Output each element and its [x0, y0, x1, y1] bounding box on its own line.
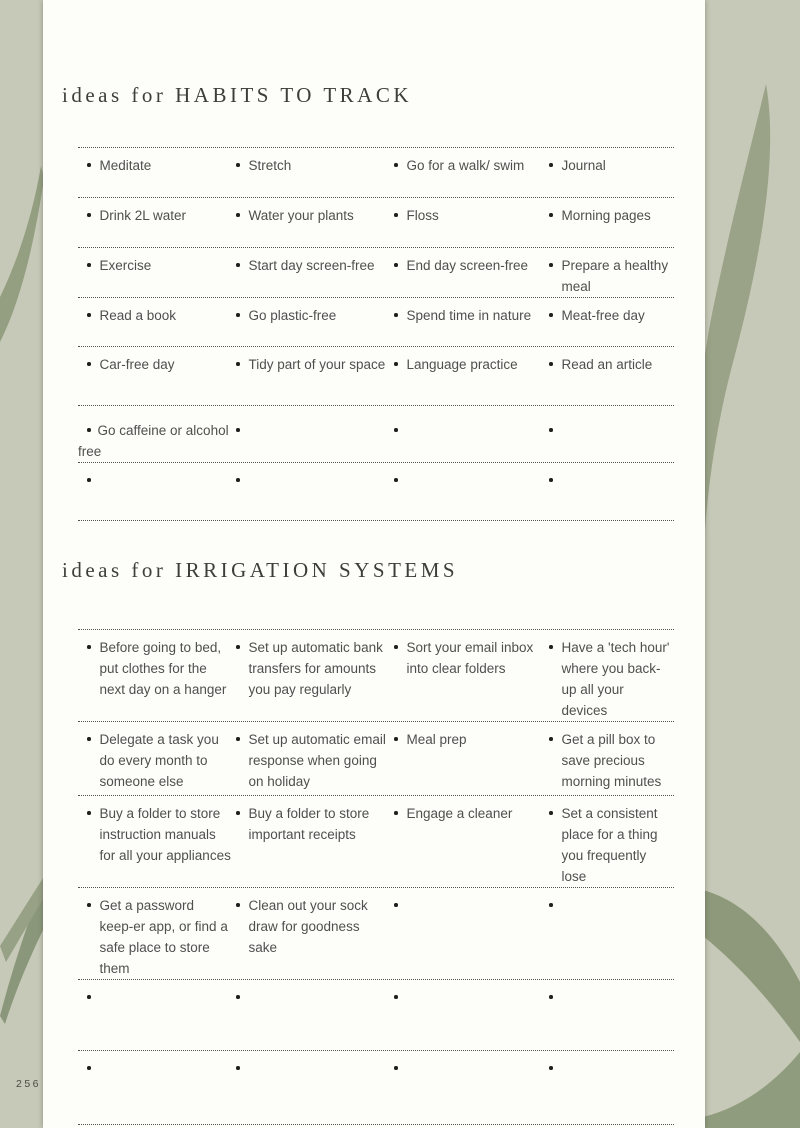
bullet-icon	[394, 1066, 398, 1070]
bullet-icon	[394, 362, 398, 366]
table-row	[78, 629, 674, 721]
list-cell	[78, 413, 235, 462]
list-cell	[235, 148, 393, 197]
bullet-icon	[394, 645, 398, 649]
list-cell	[235, 796, 393, 887]
bullet-icon	[394, 995, 398, 999]
habit-item: Prepare a healthy meal	[561, 258, 669, 294]
bullet-icon	[87, 213, 91, 217]
table-row	[78, 721, 674, 795]
list-cell	[78, 1051, 235, 1124]
section-title-irrigation: ideas for IRRIGATION SYSTEMS	[62, 558, 459, 582]
habit-item: Spend time in nature	[406, 308, 532, 323]
bullet-icon	[549, 903, 553, 907]
irrigation-item: Buy a folder to store important receipts	[248, 806, 370, 842]
bullet-icon	[549, 428, 553, 432]
section-title-habits: ideas for HABITS TO TRACK	[62, 83, 412, 107]
bullet-icon	[394, 737, 398, 741]
habit-item: Language practice	[406, 357, 518, 372]
irrigation-item: Meal prep	[406, 732, 467, 747]
bullet-icon	[87, 163, 91, 167]
habit-item: Start day screen-free	[248, 258, 375, 273]
bullet-icon	[87, 995, 91, 999]
bullet-icon	[236, 478, 240, 482]
bullet-icon	[87, 313, 91, 317]
bullet-icon	[236, 811, 240, 815]
list-cell	[548, 888, 674, 979]
list-cell	[78, 630, 235, 721]
bullet-icon	[236, 263, 240, 267]
irrigation-table	[78, 629, 674, 1125]
bullet-icon	[394, 313, 398, 317]
list-cell	[235, 463, 393, 520]
irrigation-item: Engage a cleaner	[406, 806, 513, 821]
list-cell	[78, 463, 235, 520]
list-cell	[548, 722, 674, 795]
bullet-icon	[549, 478, 553, 482]
bullet-icon	[394, 478, 398, 482]
planner-page	[43, 0, 705, 1128]
bullet-icon	[549, 645, 553, 649]
bullet-icon	[236, 313, 240, 317]
irrigation-item: Set up automatic bank transfers for amounts you pay regularly	[248, 640, 383, 697]
bullet-icon	[236, 995, 240, 999]
list-cell	[548, 796, 674, 887]
table-row	[78, 979, 674, 1050]
list-cell	[548, 980, 674, 1050]
list-cell	[235, 980, 393, 1050]
list-cell	[78, 148, 235, 197]
irrigation-item: Delegate a task you do every month to someone else	[99, 732, 219, 789]
bullet-icon	[549, 163, 553, 167]
list-cell	[393, 796, 548, 887]
table-row	[78, 197, 674, 247]
bullet-icon	[394, 163, 398, 167]
list-cell	[78, 198, 235, 247]
list-cell	[548, 248, 674, 297]
irrigation-item: Before going to bed, put clothes for the next day on a hanger	[99, 640, 227, 697]
bullet-icon	[236, 213, 240, 217]
list-cell	[548, 148, 674, 197]
habit-item: Read a book	[99, 308, 177, 323]
list-cell	[548, 1051, 674, 1124]
bullet-icon	[394, 811, 398, 815]
habit-item: End day screen-free	[406, 258, 529, 273]
bullet-icon	[236, 903, 240, 907]
bullet-icon	[549, 995, 553, 999]
bullet-icon	[549, 811, 553, 815]
habit-item: Meditate	[99, 158, 152, 173]
habit-item: Exercise	[99, 258, 152, 273]
list-cell	[393, 630, 548, 721]
irrigation-item: Have a 'tech hour' where you back-up all your devices	[561, 640, 670, 718]
bullet-icon	[87, 428, 91, 432]
habit-item: Stretch	[248, 158, 292, 173]
habits-table	[78, 147, 674, 521]
bullet-icon	[236, 1066, 240, 1070]
habit-item: Tidy part of your space	[248, 357, 386, 372]
irrigation-item: Get a pill box to save precious morning minutes	[561, 732, 662, 789]
list-cell	[393, 298, 548, 346]
list-cell	[393, 1051, 548, 1124]
bullet-icon	[87, 478, 91, 482]
page-number: 256	[16, 1078, 42, 1090]
list-cell	[78, 347, 235, 405]
bullet-icon	[394, 213, 398, 217]
table-row	[78, 462, 674, 520]
list-cell	[235, 888, 393, 979]
bullet-icon	[394, 428, 398, 432]
list-cell	[393, 980, 548, 1050]
irrigation-item: Clean out your sock draw for goodness sake	[248, 898, 368, 955]
list-cell	[78, 248, 235, 297]
bullet-icon	[87, 903, 91, 907]
bullet-icon	[87, 811, 91, 815]
list-cell	[393, 463, 548, 520]
table-row	[78, 297, 674, 346]
bullet-icon	[394, 903, 398, 907]
habit-item: Read an article	[561, 357, 653, 372]
list-cell	[393, 888, 548, 979]
irrigation-item: Sort your email inbox into clear folders	[406, 640, 534, 676]
table-row	[78, 1050, 674, 1124]
bullet-icon	[549, 263, 553, 267]
bullet-icon	[236, 737, 240, 741]
bullet-icon	[394, 263, 398, 267]
habit-item: Go for a walk/ swim	[406, 158, 525, 173]
bullet-icon	[549, 313, 553, 317]
bullet-icon	[87, 263, 91, 267]
list-cell	[393, 198, 548, 247]
habit-item: Morning pages	[561, 208, 651, 223]
bullet-icon	[236, 645, 240, 649]
habit-item: Meat-free day	[561, 308, 645, 323]
habit-item: Car-free day	[99, 357, 175, 372]
list-cell	[78, 980, 235, 1050]
bullet-icon	[236, 362, 240, 366]
list-cell	[235, 722, 393, 795]
bullet-icon	[549, 737, 553, 741]
list-cell	[78, 722, 235, 795]
habit-item: Go caffeine or alcohol free	[78, 423, 229, 459]
list-cell	[235, 1051, 393, 1124]
list-cell	[393, 722, 548, 795]
table-row	[78, 405, 674, 462]
list-cell	[78, 298, 235, 346]
table-row	[78, 346, 674, 405]
list-cell	[548, 463, 674, 520]
list-cell	[548, 298, 674, 346]
table-row	[78, 247, 674, 297]
list-cell	[235, 413, 393, 462]
list-cell	[235, 198, 393, 247]
list-cell	[78, 796, 235, 887]
list-cell	[393, 413, 548, 462]
list-cell	[78, 888, 235, 979]
list-cell	[235, 347, 393, 405]
bullet-icon	[87, 362, 91, 366]
irrigation-item: Set a consistent place for a thing you frequently lose	[561, 806, 658, 884]
bullet-icon	[236, 163, 240, 167]
habit-item: Journal	[561, 158, 606, 173]
bullet-icon	[549, 1066, 553, 1070]
table-row	[78, 147, 674, 197]
bullet-icon	[549, 362, 553, 366]
habit-item: Go plastic-free	[248, 308, 337, 323]
bullet-icon	[87, 645, 91, 649]
table-row	[78, 795, 674, 887]
irrigation-item: Get a password keep-er app, or find a safe place to store them	[99, 898, 228, 976]
list-cell	[393, 347, 548, 405]
bullet-icon	[236, 428, 240, 432]
list-cell	[548, 630, 674, 721]
bullet-icon	[87, 1066, 91, 1070]
irrigation-item: Buy a folder to store instruction manuals for all your appliances	[99, 806, 231, 863]
bullet-icon	[87, 737, 91, 741]
habit-item: Water your plants	[248, 208, 354, 223]
list-cell	[548, 347, 674, 405]
list-cell	[393, 148, 548, 197]
habit-item: Floss	[406, 208, 439, 223]
list-cell	[235, 298, 393, 346]
irrigation-item: Set up automatic email response when going on holiday	[248, 732, 386, 789]
habit-item: Drink 2L water	[99, 208, 187, 223]
list-cell	[235, 630, 393, 721]
list-cell	[235, 248, 393, 297]
bullet-icon	[549, 213, 553, 217]
table-row	[78, 887, 674, 979]
list-cell	[393, 248, 548, 297]
list-cell	[548, 198, 674, 247]
list-cell	[548, 413, 674, 462]
